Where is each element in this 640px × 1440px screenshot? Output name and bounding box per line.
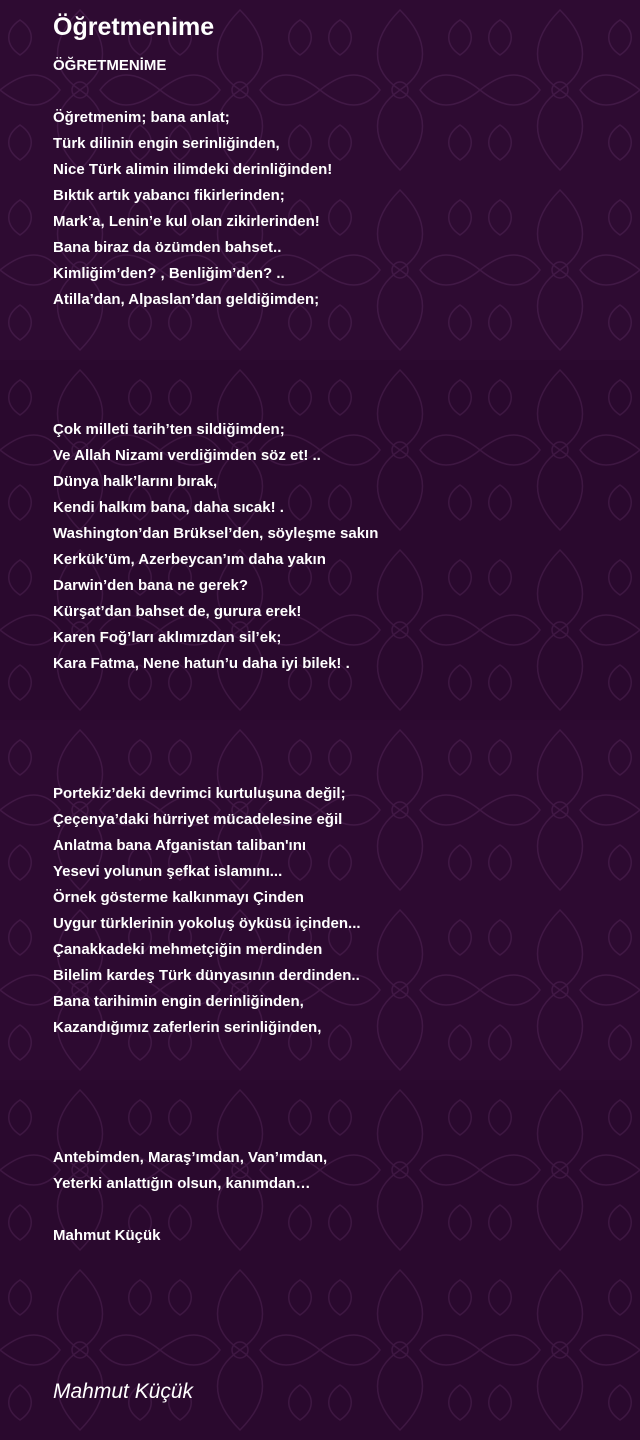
poem-line: Kara Fatma, Nene hatun’u daha iyi bilek! .	[53, 655, 350, 672]
stanza-4	[53, 1145, 613, 1197]
author-signature: Mahmut Küçük	[53, 1380, 194, 1403]
poem-line: Kerkük’üm, Azerbeycan’ım daha yakın	[53, 551, 326, 568]
poem-line: Portekiz’deki devrimci kurtuluşuna değil;	[53, 785, 346, 802]
stanza-1	[53, 105, 613, 313]
poem-line: Karen Foğ’ları aklımızdan sil’ek;	[53, 629, 282, 646]
poem-line: Çanakkadeki mehmetçiğin merdinden	[53, 941, 323, 958]
poem-line: Washington’dan Brüksel’den, söyleşme sakın	[53, 525, 379, 542]
poem-line: Dünya halk’larını bırak,	[53, 473, 218, 490]
poem-line: Kimliğim’den? , Benliğim’den? ..	[53, 265, 285, 282]
poem-line: Antebimden, Maraş’ımdan, Van’ımdan,	[53, 1149, 328, 1166]
poem-line: Mark’a, Lenin’e kul olan zikirlerinden!	[53, 213, 320, 230]
poem-line: Çok milleti tarih’ten sildiğimden;	[53, 421, 285, 438]
poem-title: Öğretmenime	[53, 13, 215, 41]
poem-line: Yesevi yolunun şefkat islamını...	[53, 863, 283, 880]
stanza-2	[53, 417, 613, 677]
poem-line: Yeterki anlattığın olsun, kanımdan…	[53, 1175, 311, 1192]
poem-line: Kürşat’dan bahset de, gurura erek!	[53, 603, 302, 620]
poem-body	[53, 53, 613, 1249]
poem-line: Kazandığımız zaferlerin serinliğinden,	[53, 1019, 322, 1036]
poem-line: Atilla’dan, Alpaslan’dan geldiğimden;	[53, 291, 320, 308]
poem-heading: ÖĞRETMENİME	[53, 57, 167, 74]
poem-line: Çeçenya’daki hürriyet mücadelesine eğil	[53, 811, 343, 828]
line-gap	[53, 79, 613, 105]
poem-line: Bıktık artık yabancı fikirlerinden;	[53, 187, 285, 204]
poem-line: Bilelim kardeş Türk dünyasının derdinden..	[53, 967, 360, 984]
poem-line: Bana biraz da özümden bahset..	[53, 239, 282, 256]
poem-line: Öğretmenim; bana anlat;	[53, 109, 230, 126]
stanza-3	[53, 781, 613, 1041]
poem-line: Örnek gösterme kalkınmayı Çinden	[53, 889, 304, 906]
poem-line: Türk dilinin engin serinliğinden,	[53, 135, 280, 152]
poem-line: Nice Türk alimin ilimdeki derinliğinden!	[53, 161, 333, 178]
poem-line: Ve Allah Nizamı verdiğimden söz et! ..	[53, 447, 321, 464]
poem-line: Kendi halkım bana, daha sıcak! .	[53, 499, 284, 516]
poem-line: Uygur türklerinin yokoluş öyküsü içinden...	[53, 915, 361, 932]
poem-line: Anlatma bana Afganistan taliban'ını	[53, 837, 307, 854]
poem-line: Darwin’den bana ne gerek?	[53, 577, 249, 594]
poem-author: Mahmut Küçük	[53, 1227, 161, 1244]
poem-line: Bana tarihimin engin derinliğinden,	[53, 993, 304, 1010]
